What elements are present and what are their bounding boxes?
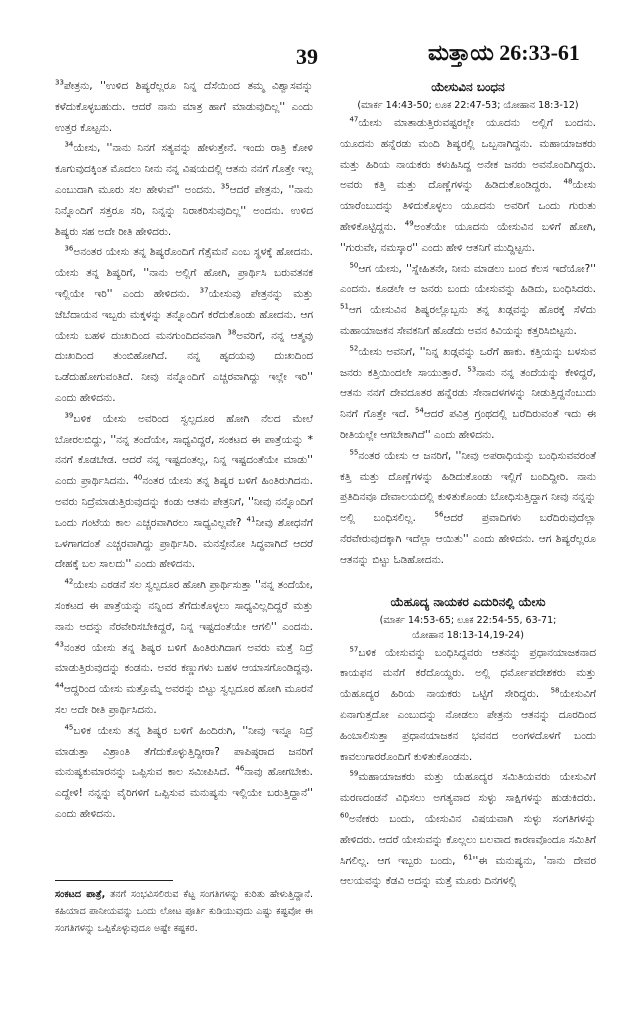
- verse-number: 61: [463, 853, 473, 861]
- cross-references: ಯೋಹಾನ 18:13-14,19-24): [412, 629, 524, 641]
- verse-text: ನೀವು ಶೋಧನೆಗೆ ಒಳಗಾಗದಂತೆ ಎಚ್ಚರವಾಗಿದ್ದು ಪ್ರಾರ್ಥಿಸಿರಿ. ಮನಸ್ಸೇನೋ ಸಿದ್ಧವಾಗಿದೆ ಆದರೆ ದೇಹಕ್ಕೆ ಬಲ ಸಾಲದು'' ಎಂದು ಹೇಳಿದನು.: [55, 516, 313, 571]
- verse-number: 34: [64, 140, 74, 149]
- verse-number: 54: [414, 406, 424, 415]
- verse-text: ''ಈ ಮನುಷ್ಯನು, 'ನಾನು ದೇವರ ಆಲಯವನ್ನು ಕೆಡವಿ ಅದನ್ನು ಮತ್ತೆ ಮೂರು ದಿನಗಳಲ್ಲಿ: [340, 854, 597, 888]
- verse-number: 41: [246, 515, 256, 524]
- verse-text: ಅನಂತರ ಯೇಸು ತನ್ನ ಶಿಷ್ಯರೊಂದಿಗೆ ಗೆತ್ಸೆಮನೆ ಎಂಬ ಸ್ಥಳಕ್ಕೆ ಹೋದನು. ಯೇಸು ತನ್ನ ಶಿಷ್ಯರಿಗೆ, ''ನಾನು ಅಲ್ಲಿಗೆ ಹೋಗಿ, ಪ್ರಾರ್ಥಿಸಿ ಬರುವತನಕ ಇಲ್ಲಿಯೇ ಇರಿ'' ಎಂದು ಹೇಳಿದನು.: [55, 246, 313, 300]
- paragraph: [55, 409, 313, 575]
- paragraph: [340, 342, 596, 446]
- verse-text: ಅಂತೆಯೇ ಯೂದನು ಯೇಸುವಿನ ಬಳಿಗೆ ಹೋಗಿ, ''ಗುರುವೇ, ನಮಸ್ಕಾರ'' ಎಂದು ಹೇಳಿ ಆತನಿಗೆ ಮುದ್ದಿಟ್ಟನು.: [340, 220, 596, 254]
- verse-text: ಅನೇಕರು ಬಂದು, ಯೇಸುವಿನ ವಿಷಯವಾಗಿ ಸುಳ್ಳು ಸಂಗತಿಗಳನ್ನು ಹೇಳಿದರು. ಆದರೆ ಯೇಸುವನ್ನು ಕೊಲ್ಲಲು ಬಲವಾದ ಕಾರಣವೊಂದೂ ಸಮಿತಿಗೆ ಸಿಗಲಿಲ್ಲ. ಆಗ ಇಬ್ಬರು ಬಂದು,: [340, 812, 596, 867]
- verse-number: 51: [340, 302, 349, 311]
- verse-text: ಪೇತ್ರನು, ''ಉಳಿದ ಶಿಷ್ಯರೆಲ್ಲರೂ ನಿನ್ನ ದೆಸೆಯಿಂದ ತಮ್ಮ ವಿಶ್ವಾಸವನ್ನು ಕಳೆದುಕೊಳ್ಳಬಹುದು. ಆದರೆ ನಾನು ಮಾತ್ರ ಹಾಗೆ ಮಾಡುವುದಿಲ್ಲ'' ಎಂದು ಉತ್ತರ ಕೊಟ್ಟನು.: [55, 80, 313, 134]
- section-heading: ಯೇಸುವಿನ ಬಂಧನ: [431, 80, 505, 94]
- verse-number: 47: [349, 115, 359, 124]
- verse-text: ಯೇಸು ಎರಡನೆ ಸಲ ಸ್ವಲ್ಪದೂರ ಹೋಗಿ ಪ್ರಾರ್ಥಿಸುತ್ತಾ ''ನನ್ನ ತಂದೆಯೇ, ಸಂಕಟದ ಈ ಪಾತ್ರೆಯನ್ನು ನನ್ನಿಂದ ತೆಗೆದುಕೊಳ್ಳಲು ಸಾಧ್ಯವಿಲ್ಲದಿದ್ದರೆ ಮತ್ತು ನಾನು ಅದನ್ನು ನೆರವೇರಿಸಬೇಕಿದ್ದರೆ, ನಿನ್ನ ಇಷ್ಟದಂತೆಯೇ ಆಗಲಿ'' ಎಂದನು.: [55, 579, 313, 633]
- verse-number: 39: [64, 411, 74, 420]
- verse-number: 60: [340, 811, 349, 820]
- verse-text: ಯೇಸು, ''ನಾನು ನಿನಗೆ ಸತ್ಯವನ್ನು ಹೇಳುತ್ತೇನೆ. ಇಂದು ರಾತ್ರಿ ಕೋಳಿ ಕೂಗುವುದಕ್ಕಿಂತ ಮೊದಲು ನೀನು ನನ್ನ ವಿಷಯದಲ್ಲಿ ಆತನು ನನಗೆ ಗೊತ್ತೇ ಇಲ್ಲ ಎಂಬುದಾಗಿ ಮೂರು ಸಲ ಹೇಳುವೆ'' ಅಂದನು.: [55, 142, 313, 196]
- verse-number: 49: [404, 219, 414, 228]
- paragraph: [55, 76, 313, 138]
- cross-references: (ಮಾರ್ಕ 14:43-50; ಲೂಕ 22:47-53; ಯೋಹಾನ 18:3-12): [357, 100, 579, 111]
- verse-number: 40: [133, 473, 143, 482]
- verse-text: ಆದರೆ ಪೇತ್ರನು, ''ನಾನು ನಿನ್ನೊಂದಿಗೆ ಸತ್ತರೂ ಸರಿ, ನಿನ್ನನ್ನು ನಿರಾಕರಿಸುವುದಿಲ್ಲ'' ಅಂದನು. ಉಳಿದ ಶಿಷ್ಯರು ಸಹ ಅದೇ ರೀತಿ ಹೇಳಿದರು.: [55, 183, 313, 238]
- verse-text: ಯೇಸು ಯಾರೆಂಬುದನ್ನು ತಿಳಿದುಕೊಳ್ಳಲು ಯೂದನು ಅವರಿಗೆ ಒಂದು ಗುರುತು ಹೇಳಿಕೊಟ್ಟಿದ್ದನು.: [340, 179, 597, 233]
- paragraph: [340, 767, 596, 892]
- verse-text: ಅವರಿಗೆ, ನನ್ನ ಆತ್ಮವು ದುಃಖದಿಂದ ತುಂಬಿಹೋಗಿದೆ. ನನ್ನ ಹೃದಯವು ದುಃಖದಿಂದ ಒಡೆದುಹೋಗುವಂತಿದೆ. ನೀವು ನನ್ನೊಂದಿಗೆ ಎಚ್ಚರವಾಗಿದ್ದು ಇಲ್ಲೇ ಇರಿ'' ಎಂದು ಹೇಳಿದನು.: [55, 329, 313, 404]
- paragraph: [340, 113, 596, 259]
- verse-text: ಆದರೆ ಪ್ರವಾದಿಗಳು ಬರೆದಿರುವುದೆಲ್ಲಾ ನೆರವೇರುವುದಕ್ಕಾಗಿ ಇದೆಲ್ಲಾ ಆಯಿತು'' ಎಂದು ಹೇಳಿದನು. ಆಗ ಶಿಷ್ಯರೆಲ್ಲರೂ ಆತನನ್ನು ಬಿಟ್ಟು ಓಡಿಹೋದನು.: [340, 512, 596, 566]
- footnote-text: ತನಗೆ ಸಂಭವಿಸಲಿರುವ ಕೆಟ್ಟ ಸಂಗತಿಗಳನ್ನು ಕುರಿತು ಹೇಳುತ್ತಿದ್ದಾನೆ. ಕಹಿಯಾದ ಪಾನೀಯವನ್ನು ಒಂದು ಲೋಟ ಪೂರ್ತಿ ಕುಡಿಯುವುದು ಎಷ್ಟು ಕಷ್ಟವೋ ಈ ಸಂಗತಿಗಳನ್ನು ಒಪ್ಪಿಕೊಳ್ಳುವುದೂ ಅಷ್ಟೇ ಕಷ್ಟಕರ.: [55, 889, 313, 934]
- verse-text: ಆದ್ದರಿಂದ ಯೇಸು ಮತ್ತೊಮ್ಮೆ ಅವರನ್ನು ಬಿಟ್ಟು ಸ್ವಲ್ಪದೂರ ಹೋಗಿ ಮೂರನೆ ಸಲ ಅದೇ ರೀತಿ ಪ್ರಾರ್ಥಿಸಿದನು.: [55, 683, 313, 716]
- verse-text: ನನಗೆ ಕೊಡಬೇಡ. ಆದರೆ ನನ್ನ ಇಷ್ಟದಂತಲ್ಲ, ನಿನ್ನ ಇಷ್ಟದಂತೆಯೇ ಮಾಡು'' ಎಂದು ಪ್ರಾರ್ಥಿಸಿದನು.: [55, 454, 313, 488]
- paragraph: [55, 575, 313, 721]
- verse-number: 38: [227, 328, 237, 337]
- verse-text: ಆಗ ಯೇಸುವಿನ ಶಿಷ್ಯರಲ್ಲೊಬ್ಬನು ತನ್ನ ಖಡ್ಗವನ್ನು ಹೊರಕ್ಕೆ ಸೆಳೆದು ಮಹಾಯಾಜಕನ ಸೇವಕನಿಗೆ ಹೊಡೆದು ಅವನ ಕಿವಿಯನ್ನು ಕತ್ತರಿಸಿಬಿಟ್ಟನು.: [340, 304, 596, 337]
- verse-number: 59: [349, 769, 359, 778]
- verse-text: ಆದರೆ ಪವಿತ್ರ ಗ್ರಂಥದಲ್ಲಿ ಬರೆದಿರುವಂತೆ ಇದು ಈ ರೀತಿಯಲ್ಲೇ ಆಗಬೇಕಾಗಿದೆ'' ಎಂದು ಹೇಳಿದನು.: [340, 408, 596, 441]
- left-column: [55, 76, 313, 825]
- verse-text: ನಂತರ ಯೇಸು ಆ ಜನರಿಗೆ, ''ನೀವು ಅಪರಾಧಿಯನ್ನು ಬಂಧಿಸುವವರಂತೆ ಕತ್ತಿ ಮತ್ತು ದೊಣ್ಣೆಗಳನ್ನು ಹಿಡಿದುಕೊಂಡು ಇಲ್ಲಿಗೆ ಬಂದಿದ್ದೀರಿ. ನಾನು ಪ್ರತಿದಿನವೂ ದೇವಾಲಯದಲ್ಲಿ ಕುಳಿತುಕೊಂಡು ಬೋಧಿಸುತ್ತಿದ್ದಾಗ ನೀವು ನನ್ನನ್ನು ಅಲ್ಲಿ ಬಂಧಿಸಲಿಲ್ಲ.: [340, 449, 596, 525]
- verse-text: ಬಳಿಕ ಯೇಸು ತನ್ನ ಶಿಷ್ಯರ ಬಳಿಗೆ ಹಿಂದಿರುಗಿ, ''ನೀವು ಇನ್ನೂ ನಿದ್ರೆ ಮಾಡುತ್ತಾ ವಿಶ್ರಾಂತಿ ತೆಗೆದುಕೊಳ್ಳುತ್ತಿದ್ದೀರಾ? ಪಾಪಿಷ್ಠರಾದ ಜನರಿಗೆ ಮನುಷ್ಯಕುಮಾರನನ್ನು ಒಪ್ಪಿಸುವ ಕಾಲ ಸಮೀಪಿಸಿದೆ.: [55, 724, 313, 779]
- verse-text: ಯೇಸು ಮಾತಾಡುತ್ತಿರುವಷ್ಟರಲ್ಲೇ ಯೂದನು ಅಲ್ಲಿಗೆ ಬಂದನು. ಯೂದನು ಹನ್ನೆರಡು ಮಂದಿ ಶಿಷ್ಯರಲ್ಲಿ ಒಬ್ಬನಾಗಿದ್ದನು. ಮಹಾಯಾಜಕರು ಮತ್ತು ಹಿರಿಯ ನಾಯಕರು ಕಳುಹಿಸಿದ್ದ ಅನೇಕ ಜನರು ಅವನೊಂದಿಗಿದ್ದರು. ಅವರು ಕತ್ತಿ ಮತ್ತು ದೊಣ್ಣೆಗಳನ್ನು ಹಿಡಿದುಕೊಂಡಿದ್ದರು.: [340, 117, 596, 192]
- verse-number: 56: [434, 510, 444, 519]
- footnote: [55, 886, 313, 937]
- verse-text: ಬಳಿಕ ಯೇಸು ಅವರಿಂದ ಸ್ವಲ್ಪದೂರ ಹೋಗಿ ನೆಲದ ಮೇಲೆ ಬೋರಲಬಿದ್ದು, ''ನನ್ನ ತಂದೆಯೇ, ಸಾಧ್ಯವಿದ್ದರೆ, ಸಂಕಟದ ಈ ಪಾತ್ರೆಯನ್ನು: [55, 412, 313, 446]
- paragraph: [340, 643, 596, 768]
- verse-text: ಯೇಸು ಅವನಿಗೆ, ''ನಿನ್ನ ಖಡ್ಗವನ್ನು ಒರೆಗೆ ಹಾಕು. ಕತ್ತಿಯನ್ನು ಬಳಸುವ ಜನರು ಕತ್ತಿಯಿಂದಲೇ ಸಾಯುತ್ತಾರೆ.: [340, 345, 596, 379]
- verse-number: 33: [55, 78, 64, 87]
- verse-number: 55: [349, 448, 359, 457]
- page-number: 39: [296, 44, 318, 69]
- verse-text: ಆಗ ಯೇಸು, ''ಸ್ನೇಹಿತನೇ, ನೀನು ಮಾಡಲು ಬಂದ ಕೆಲಸ ಇದೆಯೋ?'' ಎಂದನು. ಕೂಡಲೇ ಆ ಜನರು ಬಂದು ಯೇಸುವನ್ನು ಹಿಡಿದು, ಬಂಧಿಸಿದರು.: [340, 262, 596, 296]
- verse-text: ಯೇಸುವಿಗೆ ಏನಾಗುತ್ತದೋ ಎಂಬುದನ್ನು ನೋಡಲು ಪೇತ್ರನು ಆತನನ್ನು ದೂರದಿಂದ ಹಿಂಬಾಲಿಸುತ್ತಾ ಪ್ರಧಾನಯಾಜಕನ ಭವನದ ಅಂಗಳದೊಳಗೆ ಬಂದು ಕಾವಲುಗಾರರೊಂದಿಗೆ ಕುಳಿತುಕೊಂಡನು.: [340, 688, 596, 763]
- running-head: ಮತ್ತಾಯ 26:33-61: [428, 40, 580, 65]
- verse-number: 58: [550, 686, 560, 695]
- section-heading: ಯೆಹೂದ್ಯ ನಾಯಕರ ಎದುರಿನಲ್ಲಿ ಯೇಸು: [390, 594, 546, 609]
- verse-number: 35: [220, 182, 230, 191]
- verse-text: ಬಳಿಕ ಯೇಸುವನ್ನು ಬಂಧಿಸಿದ್ದವರು ಆತನನ್ನು ಪ್ರಧಾನಯಾಜಕನಾದ ಕಾಯಫನ ಮನೆಗೆ ಕರೆದೊಯ್ದರು. ಅಲ್ಲಿ ಧರ್ಮೋಪದೇಶಕರು ಮತ್ತು ಯೆಹೂದ್ಯರ ಹಿರಿಯ ನಾಯಕರು ಒಟ್ಟಿಗೆ ಸೇರಿದ್ದರು.: [340, 646, 596, 701]
- verse-text: ಯೇಸುವು ಪೇತ್ರನನ್ನು ಮತ್ತು ಜೆಬೆದಾಯನ ಇಬ್ಬರು ಮಕ್ಕಳನ್ನು ತನ್ನೊಂದಿಗೆ ಕರೆದುಕೊಂಡು ಹೋದನು. ಆಗ ಯೇಸು ಬಹಳ ದುಃಖದಿಂದ ಮನಗುಂದಿದವನಾಗಿ: [55, 287, 314, 342]
- verse-number: 36: [64, 244, 74, 253]
- verse-text: ನಾನು ನನ್ನ ತಂದೆಯನ್ನು ಕೇಳಿದ್ದರೆ, ಆತನು ನನಗೆ ದೇವದೂತರ ಹನ್ನೆರಡು ಸೇನಾದಳಗಳನ್ನು ನೀಡುತ್ತಿದ್ದನೆಂಬುದು ನಿನಗೆ ಗೊತ್ತೇ ಇದೆ.: [340, 366, 596, 421]
- verse-text: ನಂತರ ಯೇಸು ತನ್ನ ಶಿಷ್ಯರ ಬಳಿಗೆ ಹಿಂತಿರುಗಿದಾಗ ಅವರು ಮತ್ತೆ ನಿದ್ರೆ ಮಾಡುತ್ತಿರುವುದನ್ನು ಕಂಡನು. ಅವರ ಕಣ್ಣುಗಳು ಬಹಳ ಆಯಾಸಗೊಂಡಿದ್ದವು.: [55, 641, 313, 675]
- verse-number: 53: [467, 365, 477, 374]
- verse-number: 57: [349, 645, 359, 654]
- verse-number: 44: [55, 681, 64, 690]
- right-column: [340, 76, 596, 892]
- verse-number: 45: [64, 723, 74, 732]
- paragraph: [55, 721, 313, 825]
- footnote-marker[interactable]: *: [307, 432, 313, 446]
- verse-number: 42: [64, 577, 74, 586]
- verse-number: 43: [55, 640, 64, 649]
- paragraph: [340, 259, 596, 342]
- verse-text: ನಾವು ಹೋಗಬೇಕು. ಎದ್ದೇಳಿ! ನನ್ನನ್ನು ವೈರಿಗಳಿಗೆ ಒಪ್ಪಿಸುವ ಮನುಷ್ಯನು ಇಲ್ಲಿಯೇ ಬರುತ್ತಿದ್ದಾನೆ'' ಎಂದು ಹೇಳಿದನು.: [55, 766, 313, 820]
- verse-number: 48: [563, 177, 573, 186]
- paragraph: [55, 138, 313, 242]
- verse-number: 52: [349, 344, 359, 353]
- verse-text: ಮಹಾಯಾಜಕರು ಮತ್ತು ಯೆಹೂದ್ಯರ ಸಮಿತಿಯವರು ಯೇಸುವಿಗೆ ಮರಣದಂಡನೆ ವಿಧಿಸಲು ಅಗತ್ಯವಾದ ಸುಳ್ಳು ಸಾಕ್ಷಿಗಳನ್ನು ಹುಡುಕಿದರು.: [340, 771, 596, 805]
- footnote-term: ಸಂಕಟದ ಪಾತ್ರೆ,: [55, 889, 106, 900]
- verse-number: 46: [235, 764, 245, 773]
- cross-references: (ಮಾರ್ಕ 14:53-65; ಲೂಕ 22:54-55, 63-71;: [379, 614, 557, 626]
- paragraph: [340, 446, 596, 571]
- verse-number: 37: [199, 286, 209, 295]
- verse-text: ನಂತರ ಯೇಸು ತನ್ನ ಶಿಷ್ಯರ ಬಳಿಗೆ ಹಿಂತಿರುಗಿದನು. ಅವರು ನಿದ್ರೆಮಾಡುತ್ತಿರುವುದನ್ನು ಕಂಡು ಆತನು ಪೇತ್ರನಿಗೆ, ''ನೀವು ನನ್ನೊಂದಿಗೆ ಒಂದು ಗಂಟೆಯ ಕಾಲ ಎಚ್ಚರವಾಗಿರಲು ಸಾಧ್ಯವಿಲ್ಲವೇ?: [55, 475, 313, 529]
- verse-number: 50: [349, 261, 359, 270]
- footnote-divider: [55, 880, 173, 881]
- paragraph: [55, 242, 313, 408]
